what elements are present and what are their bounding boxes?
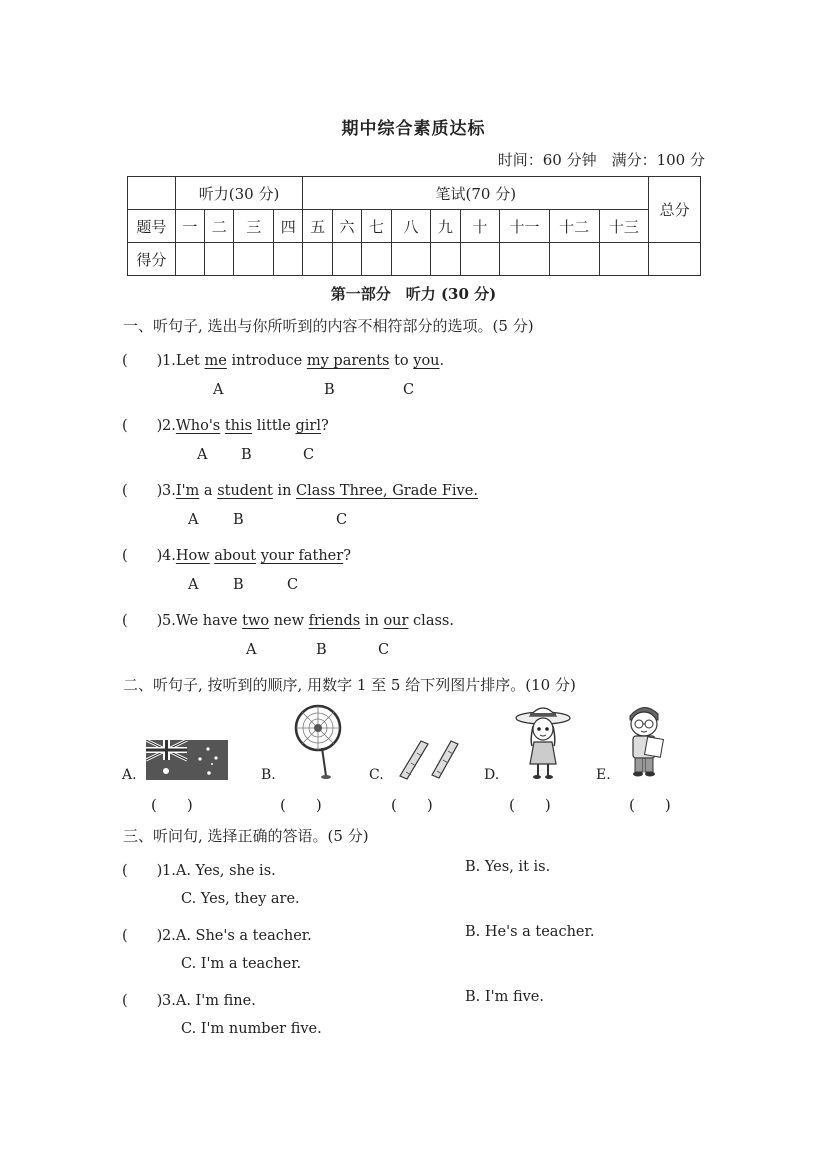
total-header: 总分 <box>649 177 701 243</box>
s3-question-1: ( )1.A. Yes, she is. <box>122 859 276 880</box>
picture-label: D. <box>484 767 500 783</box>
time-info: 时间：60 分钟 满分：100 分 <box>497 151 705 169</box>
option-label: A <box>213 382 224 398</box>
answer-blank[interactable]: ( ) <box>122 483 163 499</box>
section-number: 五 <box>303 210 332 243</box>
choice-c: C. Yes, they are. <box>181 891 300 907</box>
underlined-part: girl <box>295 418 321 434</box>
underlined-part: our <box>383 613 409 629</box>
boy-with-book-icon <box>622 702 668 780</box>
s1-question-4: ( )4.How about your father? <box>122 544 351 565</box>
sentence-part: introduce <box>226 353 307 369</box>
score-cell[interactable] <box>599 243 649 276</box>
question-row-label: 题号 <box>128 210 176 243</box>
section2-heading: 二、听句子, 按听到的顺序, 用数字 1 至 5 给下列图片排序。(10 分) <box>123 676 576 694</box>
answer-blank[interactable]: ( ) <box>122 548 163 564</box>
order-bracket[interactable]: ( ) <box>509 796 551 814</box>
section-number: 十一 <box>500 210 550 243</box>
answer-blank[interactable]: ( ) <box>122 928 163 944</box>
option-label: C <box>303 447 315 463</box>
picture-label: A. <box>122 767 137 783</box>
score-cell[interactable] <box>500 243 550 276</box>
section-number: 四 <box>274 210 303 243</box>
section-number: 八 <box>391 210 431 243</box>
underlined-part: your father <box>260 548 344 564</box>
s3-question-2: ( )2.A. She's a teacher. <box>122 924 312 945</box>
underlined-part: this <box>224 418 253 434</box>
underlined-part: How <box>175 548 210 564</box>
choice-a: A. I'm fine. <box>175 993 256 1009</box>
picture-label: B. <box>261 767 276 783</box>
choice-b: B. I'm five. <box>465 989 544 1005</box>
choice-b: B. He's a teacher. <box>465 924 595 940</box>
underlined-part: student <box>217 483 273 499</box>
score-cell[interactable] <box>460 243 500 276</box>
underlined-part: you <box>413 353 440 369</box>
option-label: C <box>378 642 390 658</box>
writing-header: 笔试(70 分) <box>303 177 649 210</box>
fan-icon <box>290 704 346 780</box>
section-number: 九 <box>431 210 460 243</box>
option-label: B <box>324 382 335 398</box>
option-label: A <box>197 447 208 463</box>
answer-blank[interactable]: ( ) <box>122 418 163 434</box>
chopsticks-icon <box>397 738 461 780</box>
score-cell[interactable] <box>391 243 431 276</box>
underlined-part: Class Three, Grade Five. <box>296 483 478 499</box>
sentence-part: to <box>389 353 414 369</box>
picture-label: C. <box>369 767 384 783</box>
order-bracket[interactable]: ( ) <box>280 796 322 814</box>
score-cell[interactable] <box>205 243 234 276</box>
listening-header: 听力(30 分) <box>175 177 303 210</box>
order-bracket[interactable]: ( ) <box>391 796 433 814</box>
option-label: C <box>403 382 415 398</box>
option-label: B <box>233 577 244 593</box>
order-bracket[interactable]: ( ) <box>151 796 193 814</box>
answer-blank[interactable]: ( ) <box>122 353 163 369</box>
section1-heading: 一、听句子, 选出与你所听到的内容不相符部分的选项。(5 分) <box>123 317 534 335</box>
sentence-part: . <box>439 353 445 369</box>
page-title: 期中综合素质达标 <box>341 119 486 139</box>
s1-question-5: ( )5.We have two new friends in our class. <box>122 609 454 630</box>
underlined-part: I'm <box>175 483 200 499</box>
option-label: B <box>233 512 244 528</box>
picture-label: E. <box>596 767 611 783</box>
sentence-part: Let <box>175 353 205 369</box>
section-number: 三 <box>234 210 274 243</box>
section-number: 七 <box>362 210 391 243</box>
score-cell[interactable] <box>332 243 361 276</box>
australia-flag-icon <box>146 740 228 780</box>
option-label: C <box>336 512 348 528</box>
order-bracket[interactable]: ( ) <box>629 796 671 814</box>
choice-a: A. She's a teacher. <box>175 928 312 944</box>
underlined-part: two <box>242 613 270 629</box>
section-number: 十 <box>460 210 500 243</box>
section-number: 十二 <box>549 210 599 243</box>
score-cell[interactable] <box>362 243 391 276</box>
score-row-label: 得分 <box>128 243 176 276</box>
choice-b: B. Yes, it is. <box>465 859 551 875</box>
option-label: B <box>316 642 327 658</box>
score-cell[interactable] <box>303 243 332 276</box>
option-label: A <box>188 577 199 593</box>
choice-c: C. I'm number five. <box>181 1021 322 1037</box>
score-table <box>127 176 701 276</box>
s3-question-3: ( )3.A. I'm fine. <box>122 989 256 1010</box>
s1-question-3: ( )3.I'm a student in Class Three, Grade Five. <box>122 479 478 500</box>
underlined-part: me <box>204 353 227 369</box>
underlined-part: Who's <box>175 418 221 434</box>
s1-question-1: ( )1.Let me introduce my parents to you. <box>122 349 444 370</box>
part1-title: 第一部分 听力 (30 分) <box>330 285 497 303</box>
option-label: B <box>241 447 252 463</box>
total-score-cell[interactable] <box>649 243 701 276</box>
score-cell[interactable] <box>274 243 303 276</box>
choice-c: C. I'm a teacher. <box>181 956 302 972</box>
section-number: 十三 <box>599 210 649 243</box>
option-label: C <box>287 577 299 593</box>
option-label: A <box>246 642 257 658</box>
section-number: 六 <box>332 210 361 243</box>
underlined-part: about <box>214 548 257 564</box>
corner-cell <box>128 177 176 210</box>
s1-question-2: ( )2.Who's this little girl? <box>122 414 329 435</box>
answer-blank[interactable]: ( ) <box>122 613 163 629</box>
section3-heading: 三、听问句, 选择正确的答语。(5 分) <box>123 827 369 845</box>
choice-a: A. Yes, she is. <box>175 863 276 879</box>
section-number: 二 <box>205 210 234 243</box>
section-number: 一 <box>175 210 204 243</box>
score-cell[interactable] <box>549 243 599 276</box>
score-cell[interactable] <box>175 243 204 276</box>
option-label: A <box>188 512 199 528</box>
girl-with-hat-icon <box>514 702 572 782</box>
score-cell[interactable] <box>431 243 460 276</box>
score-cell[interactable] <box>234 243 274 276</box>
underlined-part: friends <box>308 613 361 629</box>
answer-blank[interactable]: ( ) <box>122 993 163 1009</box>
answer-blank[interactable]: ( ) <box>122 863 163 879</box>
underlined-part: my parents <box>306 353 390 369</box>
